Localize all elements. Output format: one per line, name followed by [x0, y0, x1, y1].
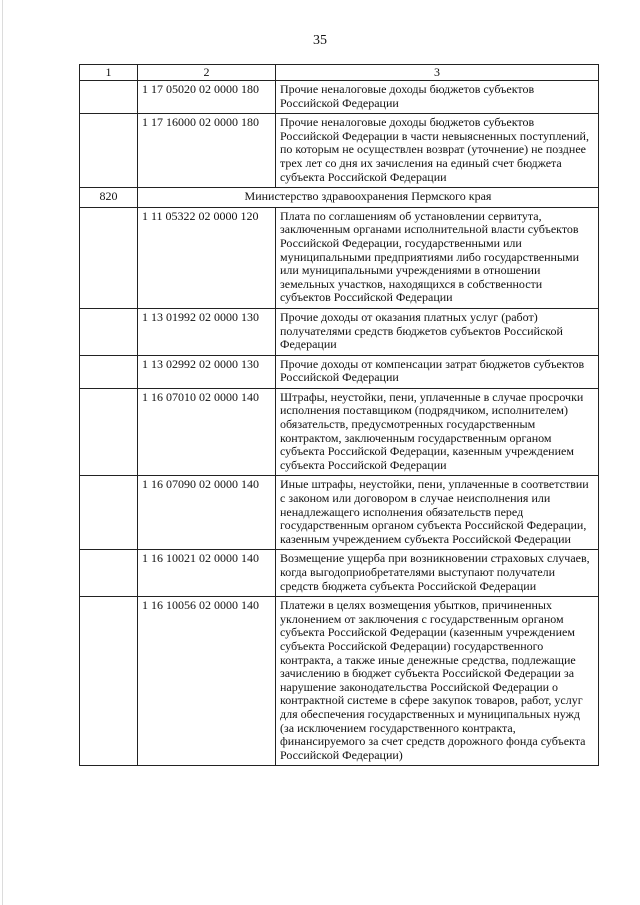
table-row — [80, 597, 599, 766]
page-number: 35 — [313, 33, 327, 48]
revenue-description-cell: Плата по соглашениям об установлении сервитута, заключенным органами исполнительной власти субъектов Российской Федерации, государственными или муниципальными предприятиями либо государственными или муниципальными учреждениями в отношении земельных участков, находящихся в собственности субъектов Российской Федерации — [276, 207, 599, 308]
admin-code-cell — [80, 308, 138, 355]
admin-code-cell — [80, 207, 138, 308]
revenue-description-cell: Прочие неналоговые доходы бюджетов субъектов Российской Федерации в части невыясненных поступлений, по которым не осуществлен возврат (уточнение) не позднее трех лет со дня их зачисления на единый счет бюджета субъекта Российской Федерации — [276, 114, 599, 188]
admin-code-cell: 820 — [80, 188, 138, 208]
page-fold-line — [2, 0, 3, 905]
budget-revenue-table — [79, 64, 599, 766]
admin-code-cell — [80, 81, 138, 114]
admin-code-cell — [80, 476, 138, 550]
admin-code-cell — [80, 114, 138, 188]
admin-code-cell — [80, 597, 138, 766]
admin-code-cell — [80, 550, 138, 597]
ministry-row — [80, 188, 599, 208]
revenue-description-cell: Прочие доходы от компенсации затрат бюджетов субъектов Российской Федерации — [276, 355, 599, 388]
table-row — [80, 114, 599, 188]
revenue-code-cell: 1 16 10056 02 0000 140 — [138, 597, 276, 766]
revenue-description-cell: Прочие неналоговые доходы бюджетов субъектов Российской Федерации — [276, 81, 599, 114]
table-header-row — [80, 65, 599, 81]
admin-code-cell — [80, 388, 138, 476]
revenue-description-cell: Возмещение ущерба при возникновении страховых случаев, когда выгодоприобретателями выступают получатели средств бюджета субъекта Российской Федерации — [276, 550, 599, 597]
revenue-description-cell: Платежи в целях возмещения убытков, причиненных уклонением от заключения с государственным органом субъекта Российской Федерации (казенным учреждением субъекта Российской Федерации) государственного контракта, а также иные денежные средства, подлежащие зачислению в бюджет субъекта Российской Федерации за нарушение законодательства Российской Федерации о контрактной системе в сфере закупок товаров, работ, услуг для обеспечения государственных и муниципальных нужд (за исключением государственного контракта, финансируемого за счет средств дорожного фонда субъекта Российской Федерации) — [276, 597, 599, 766]
table-row — [80, 81, 599, 114]
table-row — [80, 476, 599, 550]
revenue-code-cell: 1 13 01992 02 0000 130 — [138, 308, 276, 355]
table-row — [80, 207, 599, 308]
ministry-name-cell: Министерство здравоохранения Пермского края — [138, 188, 599, 208]
admin-code-cell — [80, 355, 138, 388]
table-row — [80, 355, 599, 388]
table-row — [80, 550, 599, 597]
revenue-code-cell: 1 16 07090 02 0000 140 — [138, 476, 276, 550]
revenue-description-cell: Штрафы, неустойки, пени, уплаченные в случае просрочки исполнения поставщиком (подрядчиком, исполнителем) обязательств, предусмотренных государственным контрактом, заключенным государственным органом субъекта Российской Федерации, казенным учреждением субъекта Российской Федерации — [276, 388, 599, 476]
revenue-code-cell: 1 16 10021 02 0000 140 — [138, 550, 276, 597]
revenue-description-cell: Иные штрафы, неустойки, пени, уплаченные в соответствии с законом или договором в случае неисполнения или ненадлежащего исполнения обязательств перед государственным органом субъекта Российской Федерации, казенным учреждением субъекта Российской Федерации — [276, 476, 599, 550]
table-row — [80, 388, 599, 476]
column-header-1: 1 — [80, 65, 138, 81]
revenue-code-cell: 1 17 16000 02 0000 180 — [138, 114, 276, 188]
revenue-description-cell: Прочие доходы от оказания платных услуг (работ) получателями средств бюджетов субъектов Российской Федерации — [276, 308, 599, 355]
revenue-code-cell: 1 17 05020 02 0000 180 — [138, 81, 276, 114]
table-row — [80, 308, 599, 355]
column-header-3: 3 — [276, 65, 599, 81]
revenue-code-cell: 1 16 07010 02 0000 140 — [138, 388, 276, 476]
revenue-code-cell: 1 11 05322 02 0000 120 — [138, 207, 276, 308]
column-header-2: 2 — [138, 65, 276, 81]
revenue-code-cell: 1 13 02992 02 0000 130 — [138, 355, 276, 388]
